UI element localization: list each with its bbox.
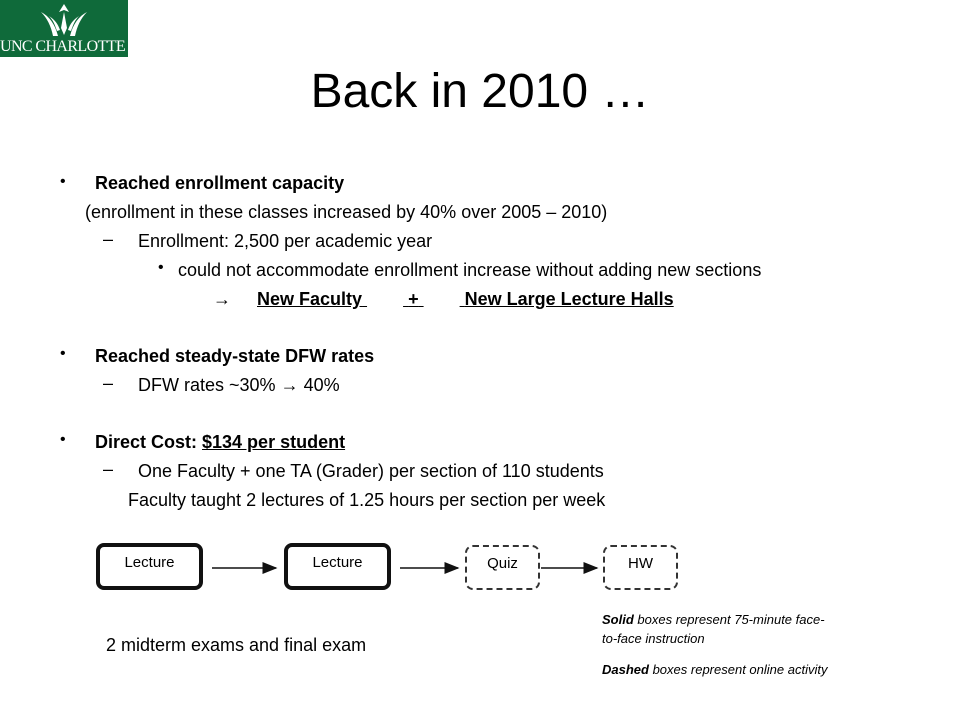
arrow-icon: → bbox=[280, 375, 299, 395]
quiz-box-label: Quiz bbox=[487, 555, 518, 572]
bullet-enrollment-note: (enrollment in these classes increased by 40% over 2005 – 2010) bbox=[85, 202, 608, 222]
arrow-icon: → bbox=[213, 289, 231, 309]
bullet-enrollment-capacity: Reached enrollment capacity bbox=[95, 173, 345, 193]
exams-caption: 2 midterm exams and final exam bbox=[106, 635, 367, 655]
hw-box-label: HW bbox=[628, 555, 653, 572]
legend-dashed-word: Dashed bbox=[602, 662, 649, 677]
bullet-dot: • bbox=[158, 259, 164, 276]
lecture-box-2-label: Lecture bbox=[312, 554, 363, 571]
legend-dashed-text: boxes represent online activity bbox=[648, 662, 828, 677]
direct-cost-value: $134 per student bbox=[202, 432, 346, 452]
slide-title: Back in 2010 … bbox=[310, 65, 650, 118]
bullet-dot: • bbox=[60, 345, 66, 362]
result-faculty: New Faculty bbox=[257, 289, 363, 309]
sub-bullet-dash: – bbox=[103, 229, 114, 249]
legend-dashed bbox=[602, 662, 827, 677]
sub-bullet-faculty-ta: One Faculty + one TA (Grader) per section of 110 students bbox=[138, 461, 604, 481]
direct-cost-label: Direct Cost: bbox=[95, 432, 203, 452]
bullet-dot: • bbox=[60, 431, 66, 448]
sub-bullet-dash: – bbox=[103, 373, 114, 393]
result-plus: + bbox=[408, 289, 419, 309]
legend-solid-text: boxes represent 75-minute face- bbox=[633, 612, 825, 627]
logo-text: UNC CHARLOTTE bbox=[0, 38, 126, 55]
lecture-box-1-label: Lecture bbox=[124, 554, 175, 571]
sub-sub-bullet-accommodate: could not accommodate enrollment increase without adding new sections bbox=[178, 260, 762, 280]
faculty-lectures-note: Faculty taught 2 lectures of 1.25 hours per section per week bbox=[128, 490, 606, 510]
result-halls: New Large Lecture Halls bbox=[464, 289, 674, 309]
bullet-dot: • bbox=[60, 173, 66, 190]
legend-solid-word: Solid bbox=[602, 612, 634, 627]
sub-bullet-dash: – bbox=[103, 459, 114, 479]
bullet-dfw-rates: Reached steady-state DFW rates bbox=[95, 346, 375, 366]
sub-bullet-enrollment: Enrollment: 2,500 per academic year bbox=[138, 231, 433, 251]
legend-solid bbox=[602, 612, 825, 627]
dfw-from: DFW rates ~30% bbox=[138, 375, 276, 395]
legend-solid-line2: to-face instruction bbox=[602, 631, 705, 646]
dfw-to: 40% bbox=[303, 375, 340, 395]
